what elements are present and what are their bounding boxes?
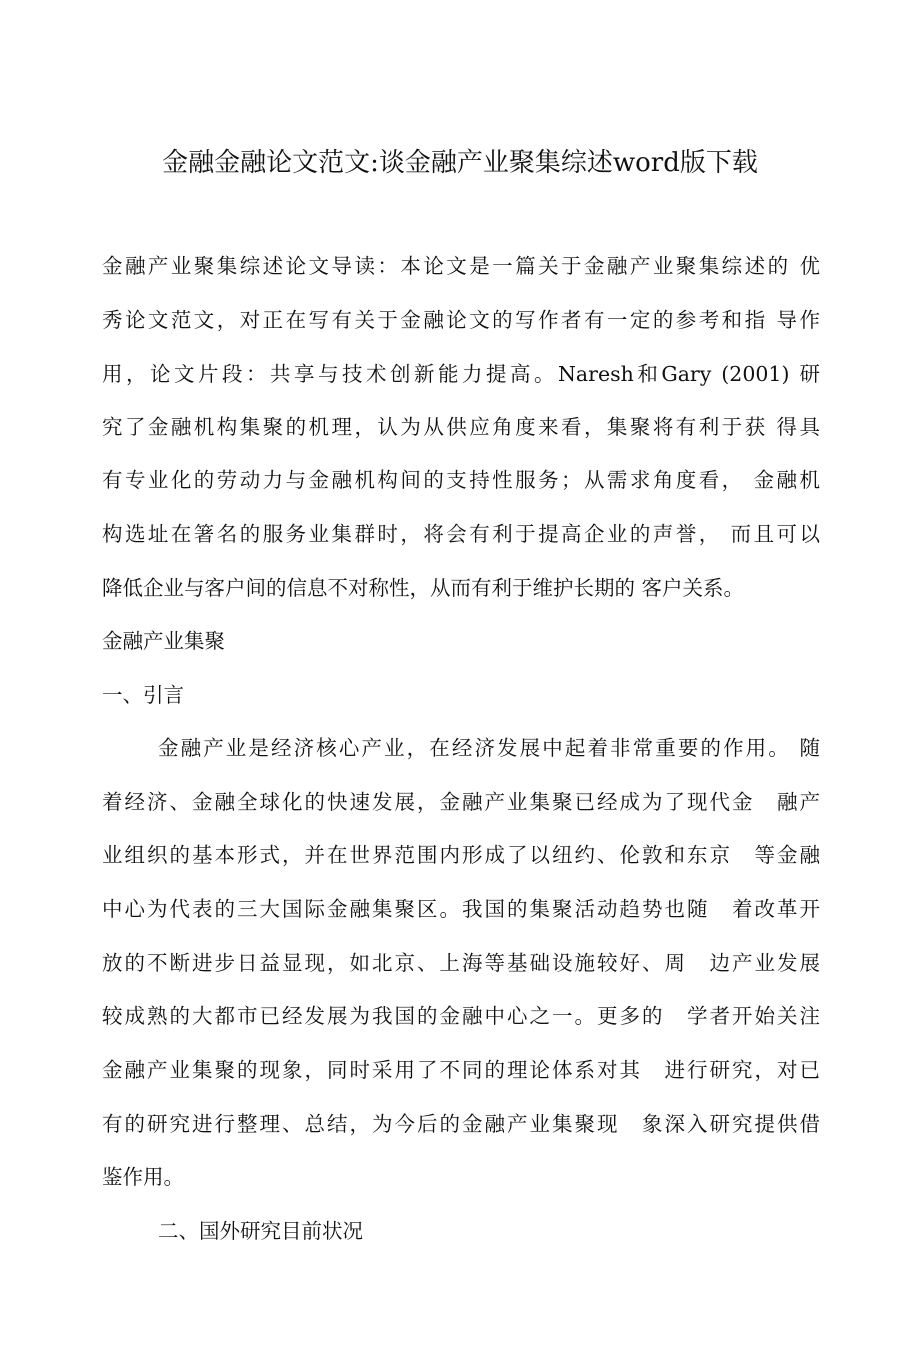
section-heading: 一、引言 <box>102 683 184 707</box>
text-line: 金融产业是经济核心产业，在经济发展中起着非常重要的作用。 随 <box>158 736 820 760</box>
text-line: 究了金融机构集聚的机理，认为从供应角度来看，集聚将有利于获 得具 <box>102 415 820 439</box>
text-line: 金融产业聚集综述论文导读：本论文是一篇关于金融产业聚集综述的 优 <box>102 254 820 278</box>
text-line: 放的不断进步日益显现，如北京、上海等基础设施较好、周 边产业发展 <box>102 951 820 975</box>
text-line: 构选址在箸名的服务业集群时，将会有利于提高企业的声誉， 而且可以 <box>102 522 820 546</box>
text-line: 用，论文片段：共享与技术创新能力提高。Naresh和Gary (2001) 研 <box>102 362 820 386</box>
keywords: 金融产业集聚 <box>102 629 225 653</box>
text-line: 秀论文范文，对正在写有关于金融论文的写作者有一定的参考和指 导作 <box>102 308 820 332</box>
text-line: 较成熟的大都市已经发展为我国的金融中心之一。更多的 学者开始关注 <box>102 1004 820 1028</box>
section-heading: 二、国外研究目前状况 <box>158 1219 363 1243</box>
text-line: 鉴作用。 <box>102 1165 184 1189</box>
document-title: 金融金融论文范文:谈金融产业聚集综述word版下载 <box>162 148 758 178</box>
text-line: 着经济、金融全球化的快速发展，金融产业集聚已经成为了现代金 融产 <box>102 790 820 814</box>
text-line: 有的研究进行整理、总结，为今后的金融产业集聚现 象深入研究提供借 <box>102 1112 820 1136</box>
text-line: 金融产业集聚的现象，同时采用了不同的理论体系对其 进行研究，对已 <box>102 1058 820 1082</box>
text-line: 有专业化的劳动力与金融机构间的支持性服务；从需求角度看， 金融机 <box>102 468 820 492</box>
text-line: 业组织的基本形式，并在世界范围内形成了以纽约、伦敦和东京 等金融 <box>102 843 820 867</box>
text-line: 降低企业与客户间的信息不对称性，从而有利于维护长期的 客户关系。 <box>102 576 745 600</box>
text-line: 中心为代表的三大国际金融集聚区。我国的集聚活动趋势也随 着改革开 <box>102 897 820 921</box>
